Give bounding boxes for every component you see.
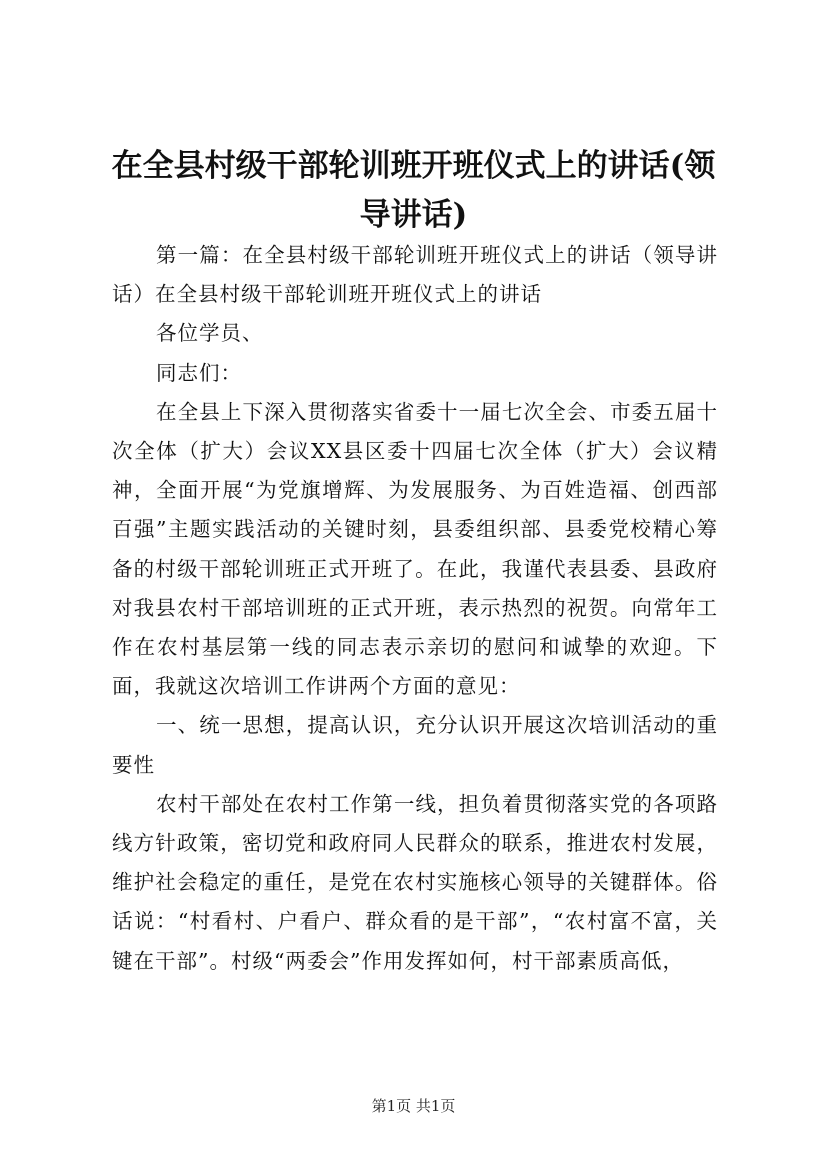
section-heading-1: 一、统一思想，提高认识，充分认识开展这次培训活动的重要性 [112, 713, 718, 777]
paragraph-salutation-students: 各位学员、 [156, 321, 264, 346]
document-title: 在全县村级干部轮训班开班仪式上的讲话(领导讲话) [111, 148, 716, 233]
paragraph-intro: 第一篇：在全县村级干部轮训班开班仪式上的讲话（领导讲话）在全县村级干部轮训班开班仪式上的讲话 [112, 243, 718, 307]
paragraph-salutation-comrades: 同志们： [156, 360, 242, 385]
paragraph-rural-cadres: 农村干部处在农村工作第一线，担负着贯彻落实党的各项路线方针政策，密切党和政府同人民群众的联系，推进农村发展，维护社会稳定的重任，是党在农村实施核心领导的关键群体。俗话说：“村看村、户看户、群众看的是干部”，“农村富不富，关键在干部”。村级“两委会”作用发挥如何，村干部素质高低， [112, 791, 718, 973]
paragraph-opening: 在全县上下深入贯彻落实省委十一届七次全会、市委五届十次全体（扩大）会议XX县区委十四届七次全体（扩大）会议精神，全面开展“为党旗增辉、为发展服务、为百姓造福、创西部百强”主题实践活动的关键时刻，县委组织部、县委党校精心筹备的村级干部轮训班正式开班了。在此，我谨代表县委、县政府对我县农村干部培训班的正式开班，表示热烈的祝贺。向常年工作在农村基层第一线的同志表示亲切的慰问和诚挚的欢迎。下面，我就这次培训工作讲两个方面的意见： [112, 399, 718, 699]
document-body [112, 236, 718, 981]
page-footer: 第1页 共1页 [371, 1097, 456, 1115]
